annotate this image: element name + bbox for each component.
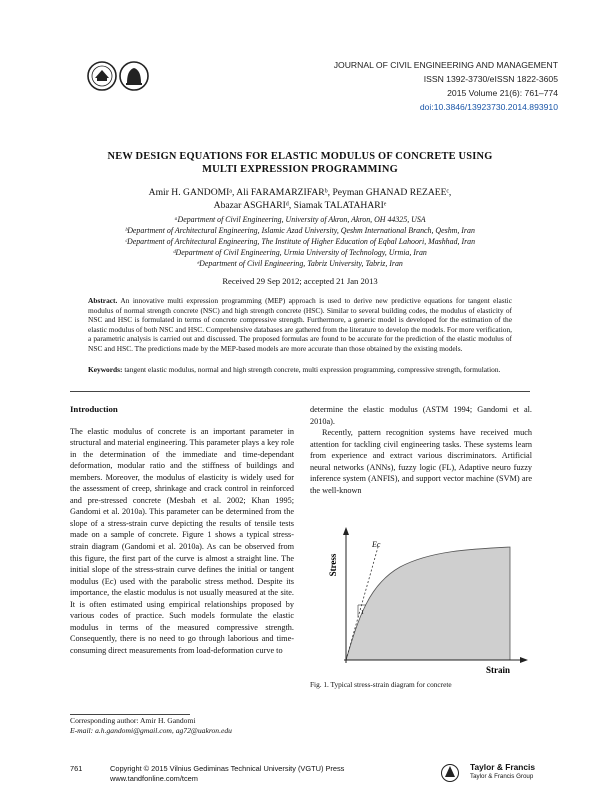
left-column bbox=[70, 404, 294, 656]
intro-paragraph-2: Recently, pattern recognition systems have received much attention for tackling civil engineering tasks. These systems learn from experience and extract various discriminators. Artificial neural networks (ANNs), fuzzy logic (FL), Adaptive neuro fuzzy inference system (ANFIS), and support vector machine (SVM) are the well-known bbox=[310, 428, 532, 495]
journal-logos bbox=[86, 58, 152, 94]
affiliation-c: ᶜDepartment of Architectural Engineering, The Institute of Higher Education of Eqbal Lahoori, Mashhad, Iran bbox=[124, 237, 476, 246]
slope-unit-label: 1 bbox=[361, 610, 364, 616]
paper-title bbox=[80, 150, 520, 176]
volume-info: 2015 Volume 21(6): 761–774 bbox=[447, 88, 558, 98]
copyright-text: Copyright © 2015 Vilnius Gediminas Technical University (VGTU) Press bbox=[110, 764, 345, 773]
corresponding-author-email[interactable]: E-mail: a.h.gandomi@gmail.com, ag72@uakron.edu bbox=[70, 726, 232, 735]
x-axis-arrow bbox=[520, 657, 528, 663]
authors-line-2: Abazar ASGHARIᵈ, Siamak TALATAHARIᵉ bbox=[213, 200, 387, 211]
footnote-divider bbox=[70, 714, 190, 715]
intro-paragraph-1-continued: determine the elastic modulus (ASTM 1994; Gandomi et al. 2010a). bbox=[310, 405, 532, 426]
journal-name: JOURNAL OF CIVIL ENGINEERING AND MANAGEMENT bbox=[333, 60, 558, 70]
abstract-label: Abstract. bbox=[88, 296, 118, 305]
right-column bbox=[310, 404, 532, 496]
authors-line-1: Amir H. GANDOMIᵃ, Ali FARAMARZIFARᵇ, Peyman GHANAD REZAEEᶜ, bbox=[148, 187, 452, 198]
y-axis-label: Stress bbox=[328, 553, 338, 577]
corresponding-author bbox=[70, 716, 370, 736]
affiliation-a: ᵃDepartment of Civil Engineering, University of Akron, Akron, OH 44325, USA bbox=[174, 215, 426, 224]
doi-link[interactable]: doi:10.3846/13923730.2014.893910 bbox=[419, 102, 558, 112]
title-line-2: MULTI EXPRESSION PROGRAMMING bbox=[202, 164, 398, 175]
university-seal-icon bbox=[88, 62, 116, 90]
abstract bbox=[88, 296, 512, 354]
press-bell-icon bbox=[120, 62, 148, 90]
journal-info bbox=[258, 58, 558, 114]
website-link[interactable]: www.tandfonline.com/tcem bbox=[110, 774, 198, 783]
keywords-text: tangent elastic modulus, normal and high strength concrete, multi expression programming, compressive strength, formulation. bbox=[124, 365, 501, 374]
publisher-group: Taylor & Francis Group bbox=[470, 773, 534, 780]
y-axis-arrow bbox=[343, 527, 349, 535]
stress-strain-area bbox=[346, 547, 510, 660]
page-number: 761 bbox=[70, 764, 83, 773]
keywords-label: Keywords: bbox=[88, 365, 123, 374]
affiliation-e: ᵉDepartment of Civil Engineering, Tabriz University, Tabriz, Iran bbox=[197, 259, 403, 268]
x-axis-label: Strain bbox=[485, 665, 511, 675]
corresponding-author-name: Corresponding author: Amir H. Gandomi bbox=[70, 716, 196, 725]
author-list bbox=[80, 186, 520, 212]
intro-paragraph-1: The elastic modulus of concrete is an important parameter in structural and material engineering. This parameter plays a key role in the determination of the immediate and time-dependant deformation, modular ratio and the stiffness of buildings and members. Moreover, the modulus of elasticity is widely used for the assessment of creep, shrinkage and crack control in reinforced and pre-stressed concrete (Mesbah et al. 2002; Khan 1995; Gandomi et al. 2010a). This parameter can be determined from the slope of a stress-strain curve depicting the results of tensile tests made on a sample of concrete. Figure 1 shows a typical stress-strain diagram (Gandomi et al. 2010a). As can be observed from this figure, the first part of the curve is almost a straight line. The initial slope of the stress-strain curve defines the initial or tangent modulus (Ec) used with the parabolic stress method. Despite its importance, the elastic modulus is not usually measured at the site. It is often estimated using empirical relationships proposed by various codes of practice. Such models formulate the elastic modulus in terms of the measured compressive strength. Consequently, there is no need to go through laborious and time-consuming direct measurements from load-deformation curve to bbox=[70, 426, 294, 655]
abstract-text: An innovative multi expression programming (MEP) approach is used to derive new predictive equations for tangent elastic modulus of normal strength concrete (NSC) and high strength concrete (HSC). Similar to several building codes, the modulus of elasticity of NSC and HSC is formulated in terms of concrete compressive strength. Furthermore, a generic model is developed for the estimation of the elastic modulus of both NSC and HSC. Comprehensive databases are gathered from the literature to develop the models. For more verification, a parametric analysis is carried out and discussed. The proposed formulas are found to be accurate for the prediction of the elastic modulus of NSC and HSC. The predictions made by the MEP-based models are more accurate than those obtained by the existing models. bbox=[88, 296, 512, 353]
stress-strain-figure bbox=[310, 525, 532, 675]
copyright-block bbox=[110, 764, 410, 784]
figure-caption: Fig. 1. Typical stress-strain diagram for concrete bbox=[310, 680, 452, 689]
issn: ISSN 1392-3730/eISSN 1822-3605 bbox=[423, 74, 558, 84]
affiliations bbox=[70, 214, 530, 269]
affiliation-d: ᵈDepartment of Civil Engineering, Urmia University of Technology, Urmia, Iran bbox=[173, 248, 427, 257]
section-divider bbox=[70, 391, 530, 392]
affiliation-b: ᵇDepartment of Architectural Engineering, Islamic Azad University, Qeshm International Branch, Qeshm, Iran bbox=[125, 226, 475, 235]
title-line-1: NEW DESIGN EQUATIONS FOR ELASTIC MODULUS OF CONCRETE USING bbox=[107, 151, 493, 162]
received-dates: Received 29 Sep 2012; accepted 21 Jan 2013 bbox=[222, 276, 378, 286]
introduction-heading: Introduction bbox=[70, 404, 118, 414]
publisher-name: Taylor & Francis bbox=[470, 762, 536, 772]
publisher-emblem-icon bbox=[442, 765, 459, 782]
keywords bbox=[88, 365, 512, 375]
ec-label: Ec bbox=[372, 540, 381, 549]
